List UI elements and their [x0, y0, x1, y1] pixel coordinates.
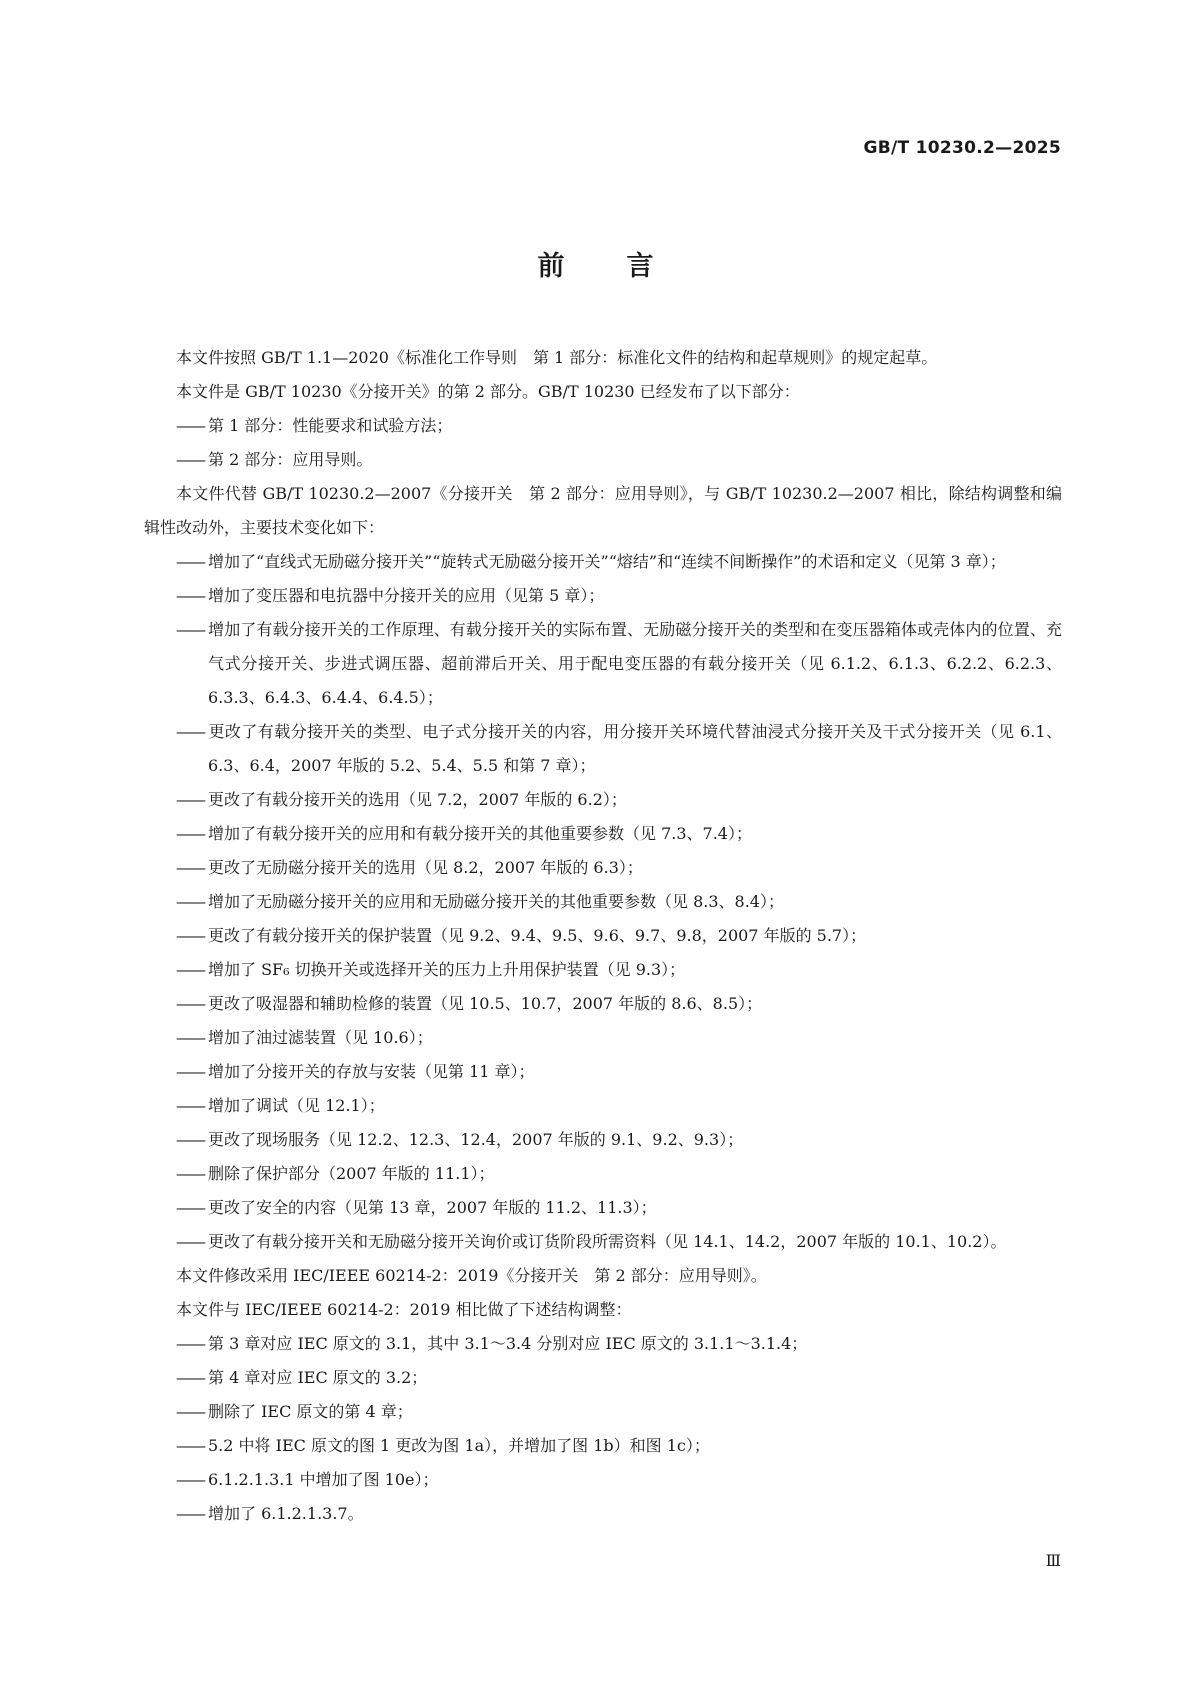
dash-mark: ——: [176, 960, 204, 979]
list-item: [176, 1191, 1062, 1225]
list-item-text: 更改了有载分接开关的保护装置（见 9.2、9.4、9.5、9.6、9.7、9.8，2007 年版的 5.7）；: [208, 926, 867, 945]
list-item-text: 增加了变压器和电抗器中分接开关的应用（见第 5 章）；: [208, 586, 605, 605]
list-item: [176, 1395, 1062, 1429]
foreword-body: [144, 341, 1062, 1531]
page-title: 前言: [537, 251, 716, 282]
list-item-text: 第 2 部分：应用导则。: [208, 450, 373, 469]
list-item-text: 增加了有载分接开关的工作原理、有载分接开关的实际布置、无励磁分接开关的类型和在变压器箱体或壳体内的位置、充气式分接开关、步进式调压器、超前滞后开关、用于配电变压器的有载分接开关（见 6.1.2、6.1.3、6.2.2、6.2.3、6.3.3、6.4.3、6.4.4、6.4.5）；: [208, 620, 1062, 707]
list-item-text: 第 3 章对应 IEC 原文的 3.1，其中 3.1～3.4 分别对应 IEC 原文的 3.1.1～3.1.4；: [208, 1334, 808, 1353]
list-item: [176, 1157, 1062, 1191]
list-item: [176, 545, 1062, 579]
list-item-text: 5.2 中将 IEC 原文的图 1 更改为图 1a），并增加了图 1b）和图 1c）；: [208, 1436, 710, 1455]
list-item-text: 更改了安全的内容（见第 13 章，2007 年版的 11.2、11.3）；: [208, 1198, 657, 1217]
list-item-text: 删除了 IEC 原文的第 4 章；: [208, 1402, 413, 1421]
dash-mark: ——: [176, 552, 204, 571]
list-item: [176, 1021, 1062, 1055]
list-item: [176, 1055, 1062, 1089]
dash-mark: ——: [176, 1198, 204, 1217]
list-item: [176, 409, 1062, 443]
list-item: [176, 1463, 1062, 1497]
list-item-text: 增加了“直线式无励磁分接开关”“旋转式无励磁分接开关”“熔结”和“连续不间断操作”的术语和定义（见第 3 章）；: [208, 552, 1006, 571]
dash-mark: ——: [176, 1232, 204, 1251]
list-item: [176, 783, 1062, 817]
list-item: [176, 1361, 1062, 1395]
list-item-text: 增加了油过滤装置（见 10.6）；: [208, 1028, 433, 1047]
list-item: [176, 851, 1062, 885]
list-item: [176, 885, 1062, 919]
list-item-text: 6.1.2.1.3.1 中增加了图 10e）；: [208, 1470, 439, 1489]
list-item-text: 第 4 章对应 IEC 原文的 3.2；: [208, 1368, 428, 1387]
list-item: [176, 919, 1062, 953]
list-item: [176, 1225, 1062, 1259]
dash-mark: ——: [176, 1130, 204, 1149]
list-item-text: 增加了调试（见 12.1）；: [208, 1096, 385, 1115]
dash-mark: ——: [176, 450, 204, 469]
dash-mark: ——: [176, 722, 204, 741]
dash-mark: ——: [176, 1164, 204, 1183]
list-item-text: 删除了保护部分（2007 年版的 11.1）；: [208, 1164, 495, 1183]
dash-mark: ——: [176, 1368, 204, 1387]
dash-mark: ——: [176, 926, 204, 945]
list-item: [176, 443, 1062, 477]
dash-mark: ——: [176, 1028, 204, 1047]
paragraph-drafting-rules: 本文件按照 GB/T 1.1—2020《标准化工作导则 第 1 部分：标准化文件的结构和起草规则》的规定起草。: [176, 348, 938, 367]
list-item-text: 第 1 部分：性能要求和试验方法；: [208, 416, 453, 435]
list-item-text: 更改了吸湿器和辅助检修的装置（见 10.5、10.7，2007 年版的 8.6、8.5）；: [208, 994, 763, 1013]
list-item: [176, 613, 1062, 715]
dash-mark: ——: [176, 824, 204, 843]
list-item-text: 更改了有载分接开关的类型、电子式分接开关的内容，用分接开关环境代替油浸式分接开关及干式分接开关（见 6.1、6.3、6.4，2007 年版的 5.2、5.4、5.5 和第 7 章）；: [208, 722, 1062, 775]
list-item: [176, 1327, 1062, 1361]
dash-mark: ——: [176, 1062, 204, 1081]
dash-mark: ——: [176, 620, 204, 639]
dash-mark: ——: [176, 892, 204, 911]
dash-mark: ——: [176, 1096, 204, 1115]
list-item: [176, 987, 1062, 1021]
list-item-text: 增加了 SF₆ 切换开关或选择开关的压力上升用保护装置（见 9.3）；: [208, 960, 686, 979]
list-item-text: 更改了现场服务（见 12.2、12.3、12.4，2007 年版的 9.1、9.2、9.3）；: [208, 1130, 744, 1149]
list-item: [176, 1123, 1062, 1157]
list-item-text: 更改了有载分接开关的选用（见 7.2，2007 年版的 6.2）；: [208, 790, 627, 809]
list-item-text: 增加了 6.1.2.1.3.7。: [208, 1504, 364, 1523]
list-item: [176, 1429, 1062, 1463]
list-item: [176, 817, 1062, 851]
dash-mark: ——: [176, 790, 204, 809]
dash-mark: ——: [176, 416, 204, 435]
dash-mark: ——: [176, 1436, 204, 1455]
paragraph-series-parts: 本文件是 GB/T 10230《分接开关》的第 2 部分。GB/T 10230 已经发布了以下部分：: [176, 382, 800, 401]
paragraph-adoption: 本文件修改采用 IEC/IEEE 60214-2：2019《分接开关 第 2 部分：应用导则》。: [176, 1266, 767, 1285]
dash-mark: ——: [176, 1402, 204, 1421]
paragraph-structure: 本文件与 IEC/IEEE 60214-2：2019 相比做了下述结构调整：: [176, 1300, 632, 1319]
dash-mark: ——: [176, 1504, 204, 1523]
list-item-text: 增加了分接开关的存放与安装（见第 11 章）；: [208, 1062, 535, 1081]
dash-mark: ——: [176, 586, 204, 605]
list-item: [176, 953, 1062, 987]
list-item-text: 增加了有载分接开关的应用和有载分接开关的其他重要参数（见 7.3、7.4）；: [208, 824, 752, 843]
dash-mark: ——: [176, 994, 204, 1013]
list-item-text: 更改了有载分接开关和无励磁分接开关询价或订货阶段所需资料（见 14.1、14.2，2007 年版的 10.1、10.2）。: [208, 1232, 1007, 1251]
paragraph-replacement: 本文件代替 GB/T 10230.2—2007《分接开关 第 2 部分：应用导则》，与 GB/T 10230.2—2007 相比，除结构调整和编辑性改动外，主要技术变化如下：: [144, 484, 1062, 537]
list-item-text: 更改了无励磁分接开关的选用（见 8.2，2007 年版的 6.3）；: [208, 858, 643, 877]
dash-mark: ——: [176, 858, 204, 877]
standard-number: GB/T 10230.2—2025: [863, 138, 1061, 158]
list-item-text: 增加了无励磁分接开关的应用和无励磁分接开关的其他重要参数（见 8.3、8.4）；: [208, 892, 784, 911]
list-item: [176, 715, 1062, 783]
dash-mark: ——: [176, 1470, 204, 1489]
dash-mark: ——: [176, 1334, 204, 1353]
page-number: Ⅲ: [1045, 1551, 1061, 1570]
list-item: [176, 579, 1062, 613]
list-item: [176, 1089, 1062, 1123]
list-item: [176, 1497, 1062, 1531]
